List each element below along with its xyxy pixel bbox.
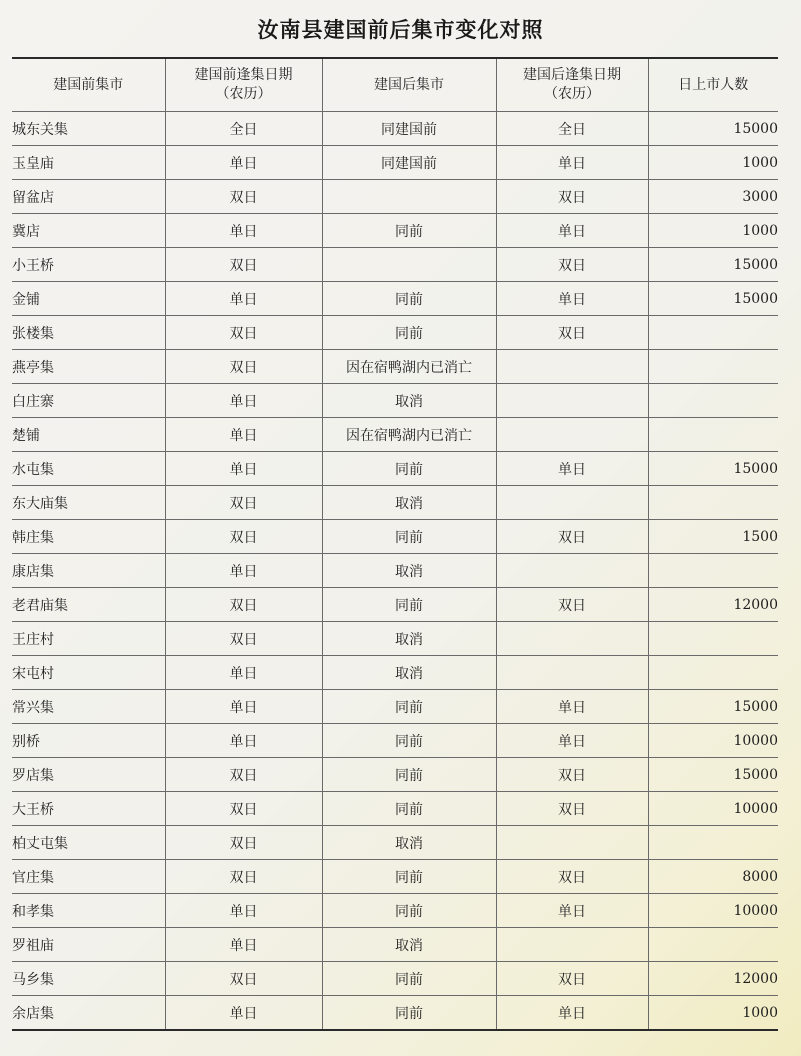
cell-before-market: 官庄集 (12, 860, 165, 894)
cell-after-days: 双日 (496, 180, 648, 214)
cell-daily-people (648, 928, 778, 962)
cell-before-market: 大王桥 (12, 792, 165, 826)
header-after-days-line1: 建国后逢集日期 (523, 67, 621, 83)
cell-daily-people (648, 554, 778, 588)
cell-before-market: 楚铺 (12, 418, 165, 452)
cell-daily-people (648, 622, 778, 656)
cell-before-market: 冀店 (12, 214, 165, 248)
cell-before-days: 单日 (165, 214, 322, 248)
cell-before-market: 老君庙集 (12, 588, 165, 622)
table-row (12, 316, 778, 350)
cell-before-days: 单日 (165, 384, 322, 418)
cell-before-days: 双日 (165, 486, 322, 520)
cell-before-days: 双日 (165, 316, 322, 350)
cell-before-days: 双日 (165, 180, 322, 214)
header-after-days (496, 58, 648, 112)
cell-after-days: 双日 (496, 758, 648, 792)
table-row (12, 894, 778, 928)
cell-before-days: 双日 (165, 826, 322, 860)
table-row (12, 146, 778, 180)
cell-before-market: 韩庄集 (12, 520, 165, 554)
table-row (12, 248, 778, 282)
cell-after-days: 双日 (496, 316, 648, 350)
table-row (12, 520, 778, 554)
cell-before-days: 单日 (165, 656, 322, 690)
cell-after-days (496, 384, 648, 418)
cell-before-market: 小王桥 (12, 248, 165, 282)
cell-daily-people: 15000 (648, 690, 778, 724)
cell-after-days: 双日 (496, 962, 648, 996)
cell-after-days (496, 418, 648, 452)
cell-before-market: 东大庙集 (12, 486, 165, 520)
cell-after-market: 同前 (322, 758, 496, 792)
cell-after-days (496, 928, 648, 962)
table-row (12, 860, 778, 894)
cell-after-days: 双日 (496, 248, 648, 282)
cell-after-market: 同前 (322, 282, 496, 316)
cell-before-market: 王庄村 (12, 622, 165, 656)
cell-after-days: 单日 (496, 452, 648, 486)
cell-after-market: 同前 (322, 316, 496, 350)
cell-before-days: 双日 (165, 248, 322, 282)
cell-before-market: 城东关集 (12, 112, 165, 146)
cell-before-days: 双日 (165, 588, 322, 622)
table-row (12, 656, 778, 690)
cell-after-market: 同前 (322, 588, 496, 622)
cell-before-market: 余店集 (12, 996, 165, 1031)
cell-before-days: 单日 (165, 554, 322, 588)
cell-before-market: 水屯集 (12, 452, 165, 486)
cell-before-market: 罗店集 (12, 758, 165, 792)
header-before-days-line2: （农历） (215, 86, 272, 102)
cell-daily-people: 1000 (648, 214, 778, 248)
header-daily-people: 日上市人数 (648, 58, 778, 112)
cell-before-days: 单日 (165, 146, 322, 180)
table-row (12, 928, 778, 962)
cell-after-market: 同建国前 (322, 146, 496, 180)
cell-before-days: 双日 (165, 962, 322, 996)
cell-daily-people: 10000 (648, 792, 778, 826)
cell-after-days: 双日 (496, 588, 648, 622)
cell-before-days: 单日 (165, 418, 322, 452)
cell-before-market: 燕亭集 (12, 350, 165, 384)
cell-after-days: 单日 (496, 214, 648, 248)
cell-before-days: 单日 (165, 724, 322, 758)
cell-after-days: 单日 (496, 282, 648, 316)
cell-daily-people: 15000 (648, 452, 778, 486)
cell-before-days: 单日 (165, 452, 322, 486)
cell-after-days: 单日 (496, 996, 648, 1031)
table-row (12, 962, 778, 996)
cell-daily-people: 15000 (648, 248, 778, 282)
cell-before-days: 双日 (165, 792, 322, 826)
cell-after-market: 同建国前 (322, 112, 496, 146)
cell-after-market: 同前 (322, 996, 496, 1031)
cell-before-days: 双日 (165, 758, 322, 792)
cell-before-days: 双日 (165, 520, 322, 554)
cell-after-days (496, 656, 648, 690)
cell-after-days: 单日 (496, 894, 648, 928)
cell-daily-people (648, 826, 778, 860)
cell-after-market: 取消 (322, 656, 496, 690)
cell-daily-people: 12000 (648, 962, 778, 996)
cell-daily-people (648, 656, 778, 690)
cell-before-market: 马乡集 (12, 962, 165, 996)
cell-daily-people (648, 384, 778, 418)
cell-after-market: 同前 (322, 214, 496, 248)
cell-after-days (496, 622, 648, 656)
cell-after-market: 取消 (322, 554, 496, 588)
cell-after-days: 双日 (496, 860, 648, 894)
cell-daily-people (648, 350, 778, 384)
header-row (12, 58, 778, 112)
cell-daily-people (648, 418, 778, 452)
cell-after-days: 全日 (496, 112, 648, 146)
cell-after-market: 同前 (322, 520, 496, 554)
header-before-days-line1: 建国前逢集日期 (194, 67, 293, 83)
table-row (12, 384, 778, 418)
table-row (12, 282, 778, 316)
cell-after-market: 取消 (322, 928, 496, 962)
table-row (12, 690, 778, 724)
cell-before-market: 金铺 (12, 282, 165, 316)
cell-after-market: 取消 (322, 486, 496, 520)
table-row (12, 554, 778, 588)
cell-daily-people (648, 486, 778, 520)
cell-daily-people: 15000 (648, 758, 778, 792)
cell-before-days: 双日 (165, 350, 322, 384)
cell-before-market: 玉皇庙 (12, 146, 165, 180)
cell-after-days (496, 826, 648, 860)
table-row (12, 452, 778, 486)
table-row (12, 758, 778, 792)
cell-before-market: 宋屯村 (12, 656, 165, 690)
cell-after-days (496, 554, 648, 588)
header-after-market: 建国后集市 (322, 58, 496, 112)
cell-before-market: 张楼集 (12, 316, 165, 350)
cell-daily-people: 12000 (648, 588, 778, 622)
cell-before-market: 别桥 (12, 724, 165, 758)
table-row (12, 180, 778, 214)
table-row (12, 486, 778, 520)
cell-after-days: 单日 (496, 690, 648, 724)
table-row (12, 588, 778, 622)
market-comparison-table (12, 57, 778, 1031)
cell-after-market: 因在宿鸭湖内已消亡 (322, 418, 496, 452)
cell-after-days (496, 486, 648, 520)
cell-daily-people: 10000 (648, 894, 778, 928)
table-row (12, 418, 778, 452)
header-before-market: 建国前集市 (12, 58, 165, 112)
table-row (12, 724, 778, 758)
cell-after-market (322, 180, 496, 214)
table-row (12, 622, 778, 656)
cell-after-market: 同前 (322, 894, 496, 928)
table-row (12, 350, 778, 384)
cell-after-days: 双日 (496, 520, 648, 554)
cell-daily-people: 8000 (648, 860, 778, 894)
cell-before-days: 单日 (165, 996, 322, 1031)
cell-daily-people: 1000 (648, 996, 778, 1031)
cell-after-market: 取消 (322, 826, 496, 860)
cell-after-days: 双日 (496, 792, 648, 826)
cell-daily-people: 15000 (648, 282, 778, 316)
table-row (12, 112, 778, 146)
cell-after-market: 取消 (322, 384, 496, 418)
cell-before-days: 全日 (165, 112, 322, 146)
table-row (12, 826, 778, 860)
cell-before-market: 柏丈屯集 (12, 826, 165, 860)
cell-before-days: 双日 (165, 860, 322, 894)
cell-before-days: 单日 (165, 928, 322, 962)
cell-after-market (322, 248, 496, 282)
cell-after-days: 单日 (496, 146, 648, 180)
cell-after-market: 取消 (322, 622, 496, 656)
table-row (12, 214, 778, 248)
table-row (12, 996, 778, 1031)
table-header (12, 58, 778, 112)
cell-after-market: 同前 (322, 690, 496, 724)
header-before-days (165, 58, 322, 112)
cell-before-market: 和孝集 (12, 894, 165, 928)
cell-daily-people: 10000 (648, 724, 778, 758)
cell-after-days: 单日 (496, 724, 648, 758)
cell-after-market: 同前 (322, 860, 496, 894)
table-row (12, 792, 778, 826)
cell-after-market: 同前 (322, 792, 496, 826)
cell-after-market: 同前 (322, 452, 496, 486)
cell-before-market: 康店集 (12, 554, 165, 588)
cell-before-market: 白庄寨 (12, 384, 165, 418)
cell-daily-people: 3000 (648, 180, 778, 214)
cell-after-days (496, 350, 648, 384)
cell-before-market: 留盆店 (12, 180, 165, 214)
cell-before-days: 单日 (165, 894, 322, 928)
header-after-days-line2: （农历） (544, 86, 600, 102)
cell-daily-people (648, 316, 778, 350)
cell-after-market: 因在宿鸭湖内已消亡 (322, 350, 496, 384)
cell-daily-people: 1000 (648, 146, 778, 180)
cell-after-market: 同前 (322, 724, 496, 758)
cell-before-days: 单日 (165, 282, 322, 316)
cell-before-days: 单日 (165, 690, 322, 724)
cell-daily-people: 15000 (648, 112, 778, 146)
cell-daily-people: 1500 (648, 520, 778, 554)
cell-before-market: 常兴集 (12, 690, 165, 724)
cell-before-days: 双日 (165, 622, 322, 656)
table-body (12, 112, 778, 1031)
cell-before-market: 罗祖庙 (12, 928, 165, 962)
page-title: 汝南县建国前后集市变化对照 (257, 18, 544, 42)
cell-after-market: 同前 (322, 962, 496, 996)
